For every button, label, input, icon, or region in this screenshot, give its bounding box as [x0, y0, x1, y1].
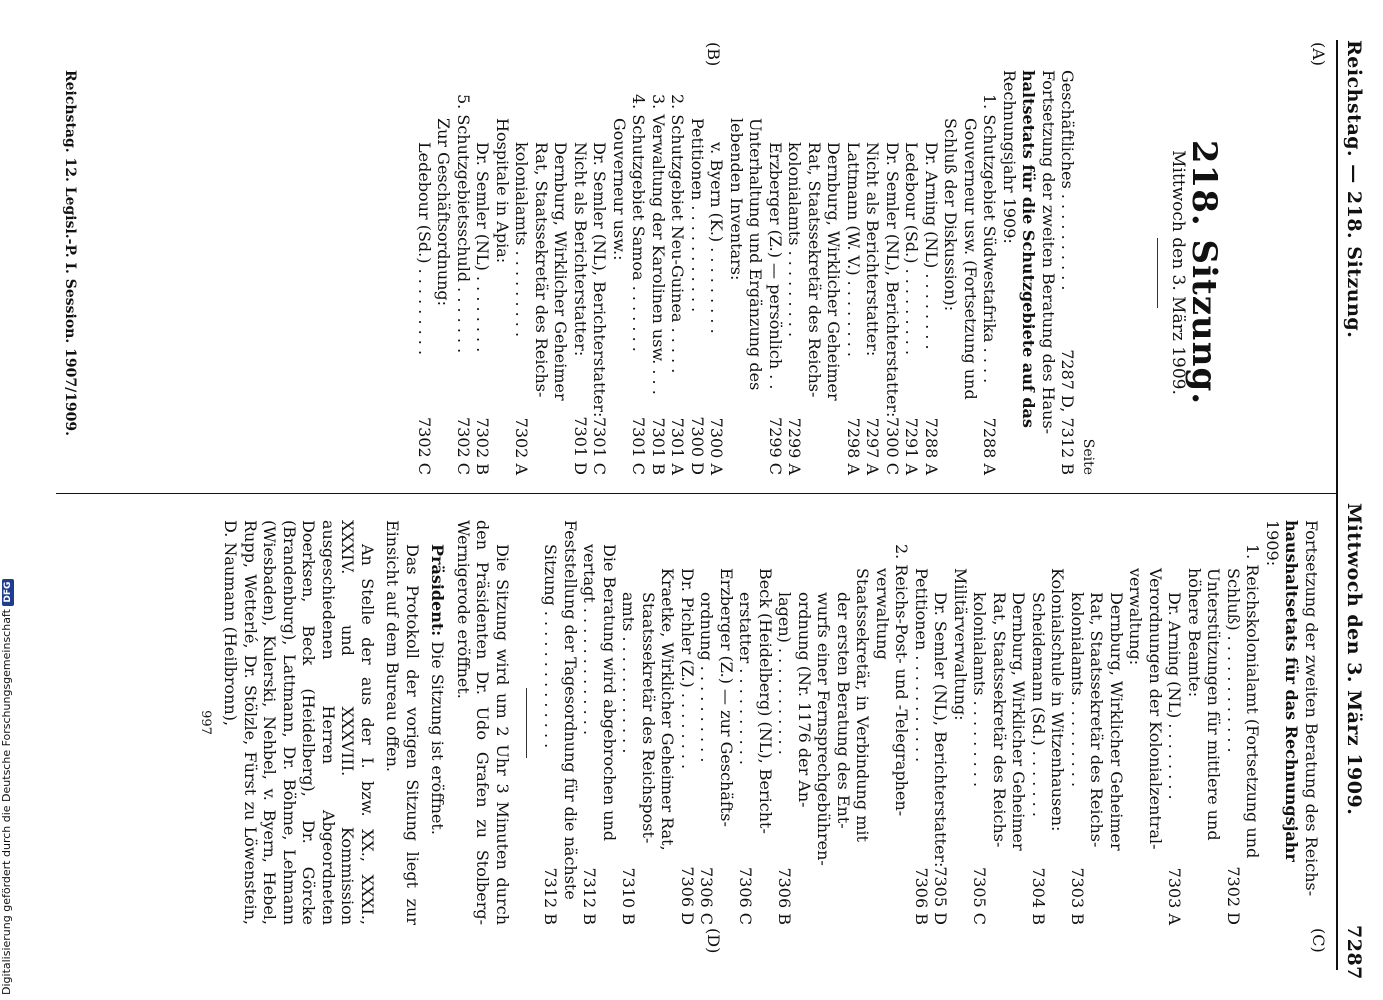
toc-entry-text: Petitionen . . . . . . . . . . .	[912, 568, 931, 763]
seite-label: Seite	[1080, 438, 1096, 475]
side-note-strip	[0, 0, 14, 1000]
toc-entry	[727, 70, 747, 475]
toc-entry	[1224, 520, 1244, 925]
toc-entry	[619, 520, 639, 925]
toc-entry-text: erstatter . . . . . . . . . .	[736, 592, 756, 765]
toc-entry-text: Fortsetzung der zweiten Beratung des Haus-	[1039, 70, 1058, 435]
toc-entry-text: 2. Schutzgebiet Neu-Guinea . . . . .	[668, 94, 688, 374]
margin-marker-d: (D)	[704, 928, 723, 954]
toc-entry	[931, 520, 951, 925]
toc-entry-text: Kraetke, Wirklicher Geheimer Rat,	[658, 568, 678, 851]
toc-entry	[1204, 520, 1224, 925]
toc-entry-text: Rat, Staatssekretär des Reichs-	[990, 592, 1009, 848]
toc-entry	[805, 70, 825, 475]
toc-entry	[814, 520, 834, 925]
toc-entry-text: Kolonialschule in Witzenhausen:	[1048, 568, 1068, 832]
toc-entry	[853, 520, 873, 925]
president-speech: Die Sitzung ist eröffnet.	[428, 641, 448, 835]
toc-entry-text: Militärverwaltung:	[951, 568, 970, 721]
toc-entry-page: 7304 B	[1029, 867, 1048, 925]
toc-entry-text: wurfs einer Fernsprechgebühren-	[814, 592, 834, 866]
toc-entry	[629, 70, 649, 475]
side-note: Digitalisierung gefördert durch die Deutsche Forschungsgemeinschaft	[0, 609, 13, 995]
column-divider	[56, 493, 1336, 494]
replacement-paragraph: An Stelle der aus der I. bzw. XX., XXXI., XXXIV. und XXXVIII. Kommission ausgeschiedenen Herren Abgeordneten Doerksen, Beck (Heidelberg), Dr. Görcke (Brandenburg), Lattmann, Dr. Böhme, Lehmann (Wiesbaden), Kulerski, Nehbel, v. Byern, Hebel, Rupp, Wetterlé, Dr. Stölzle, Fürst zu Löwenstein, D. Naumann (Heilbronn),	[221, 520, 377, 925]
toc-entry-text: Dernburg, Wirklicher Geheimer	[1009, 592, 1029, 851]
toc-entry	[1126, 520, 1146, 925]
toc-entry	[980, 70, 1000, 475]
toc-entry-page: 7306 C	[697, 866, 717, 925]
toc-entry	[756, 520, 776, 925]
toc-entry	[1058, 70, 1078, 475]
toc-entry	[883, 70, 903, 475]
margin-marker-c: (C)	[1309, 928, 1328, 953]
toc-entry-page: 7301 C	[629, 416, 649, 475]
toc-entry-text: Staatssekretär des Reichspost-	[639, 592, 658, 844]
toc-entry	[1068, 520, 1088, 925]
toc-entry	[658, 520, 678, 925]
toc-entry-text: kolonialamts . . . . . . . . .	[970, 592, 990, 788]
toc-entry-text: der ersten Beratung des Ent-	[834, 592, 853, 829]
toc-entry-text: Fortsetzung der zweiten Beratung des Reichs-	[1302, 520, 1321, 897]
president-paragraph	[428, 520, 448, 925]
toc-entry-page: 7306 B	[775, 867, 795, 925]
toc-entry	[766, 70, 786, 475]
toc-entry-page: 7300 D	[688, 416, 707, 475]
toc-entry	[1087, 520, 1107, 925]
toc-entry	[1107, 520, 1127, 925]
toc-entry-text: Petitionen . . . . . . . . . . .	[688, 118, 707, 313]
toc-entry	[688, 70, 708, 475]
toc-entry-text: haltsetats für die Schutzgebiete auf das	[1019, 70, 1039, 428]
toc-entry-text: Nicht als Berichterstatter:	[863, 142, 883, 357]
toc-entry-text: 1. Schutzgebiet Südwestafrika . . . .	[980, 94, 1000, 384]
toc-entry	[775, 520, 795, 925]
toc-entry-page: 7301 D	[571, 416, 590, 475]
toc-entry	[571, 70, 591, 475]
toc-entry-text: kolonialamts . . . . . . . . .	[1068, 592, 1087, 788]
toc-entry	[1243, 520, 1263, 925]
toc-entry-text: Nicht als Berichterstatter:	[571, 142, 590, 357]
toc-entry	[1282, 520, 1302, 925]
toc-entry-text: Dernburg, Wirklicher Geheimer	[824, 142, 844, 401]
toc-entry-text: Geschäftliches . . . . . . . . . .	[1058, 70, 1078, 291]
toc-entry-text: Dr. Semler (NL), Berichterstatter:	[931, 592, 951, 868]
toc-entry	[844, 70, 864, 475]
toc-entry-text: Zur Geschäftsordnung:	[434, 118, 454, 307]
header-rule	[1336, 40, 1338, 970]
toc-entry	[473, 70, 493, 475]
toc-entry-text: Dernburg, Wirklicher Geheimer	[551, 142, 571, 401]
right-column	[196, 520, 1322, 925]
title-rule	[1157, 238, 1158, 308]
toc-entry	[912, 520, 932, 925]
toc-entry-page: 7306 D	[678, 866, 697, 925]
toc-entry	[785, 70, 805, 475]
toc-entry-text: lagen) . . . . . . . . . . .	[775, 592, 795, 755]
toc-entry	[454, 70, 474, 475]
toc-entry	[736, 520, 756, 925]
session-date: Mittwoch den 3. März 1909.	[1168, 150, 1189, 395]
toc-entry-page: 7312 B	[580, 867, 600, 925]
toc-entry-text: ordnung (Nr. 1176 der An-	[795, 592, 814, 808]
toc-entry-page: 7297 A	[863, 417, 883, 475]
toc-entry-page: 7312 B	[541, 867, 561, 925]
toc-entry	[649, 70, 669, 475]
right-table-of-contents	[541, 520, 1321, 925]
toc-entry-text: haushaltsetats für das Rechnungsjahr	[1282, 520, 1302, 862]
toc-entry-text: Rat, Staatssekretär des Reichs-	[805, 142, 824, 398]
toc-entry-text: Rat, Staatssekretär des Reichs-	[532, 142, 551, 398]
toc-entry-page: 7301 C	[590, 416, 610, 475]
toc-entry-text: Gouverneur usw.:	[610, 118, 629, 261]
toc-entry-text: Sitzung . . . . . . . . . . . . . .	[541, 544, 561, 749]
toc-entry-text: Dr. Arning (NL) . . . . . . . .	[1165, 592, 1185, 800]
toc-entry-page: 7303 A	[1165, 867, 1185, 925]
toc-entry-text: vertagt . . . . . . . . . . . . .	[580, 544, 600, 736]
toc-entry	[1039, 70, 1059, 475]
toc-entry-text: Dr. Semler (NL), Berichterstatter:	[590, 142, 610, 418]
president-label: Präsident:	[428, 544, 448, 637]
toc-entry-text: Verordnungen der Kolonialzentral-	[1146, 568, 1165, 850]
toc-entry-page: 7305 D	[931, 866, 951, 925]
toc-entry	[541, 520, 561, 925]
toc-entry-text: Staatssekretär, in Verbindung mit	[853, 568, 873, 842]
toc-entry	[961, 70, 981, 475]
toc-entry-text: Hospitale in Apia:	[493, 118, 512, 264]
side-note-text	[0, 579, 13, 995]
toc-entry-page: 7302 D	[1224, 866, 1243, 925]
toc-entry-page: 7302 A	[512, 417, 532, 475]
margin-marker-a: (A)	[1309, 42, 1328, 67]
toc-entry-text: 1. Reichskolonialamt (Fortsetzung und	[1243, 544, 1263, 859]
toc-entry	[824, 70, 844, 475]
toc-entry-text: Rat, Staatssekretär des Reichs-	[1087, 592, 1107, 848]
toc-entry-page: 7302 C	[454, 416, 473, 475]
toc-entry-text: Dr. Pichler (Z.) . . . . . . . .	[678, 568, 697, 770]
toc-entry	[970, 520, 990, 925]
toc-entry-text: verwaltung:	[1126, 568, 1146, 666]
toc-entry-page: 7300 C	[883, 416, 902, 475]
toc-entry	[892, 520, 912, 925]
toc-entry-text: Schluß) . . . . . . . . . . . .	[1224, 568, 1243, 753]
toc-entry-page: 7310 B	[619, 867, 639, 925]
toc-entry-text: Scheidemann (Sd.) . . . . . . .	[1029, 592, 1048, 817]
toc-entry	[532, 70, 552, 475]
toc-entry-text: Rechnungsjahr 1909:	[1000, 70, 1019, 244]
toc-entry	[1019, 70, 1039, 475]
toc-entry-text: Unterstützungen für mittlere und	[1204, 568, 1224, 841]
toc-entry-page: 7301 A	[668, 417, 688, 475]
page-number: 7287	[1343, 925, 1365, 980]
toc-entry	[1302, 520, 1322, 925]
toc-entry	[1009, 520, 1029, 925]
running-header-left: Reichstag. — 218. Sitzung.	[1343, 40, 1365, 339]
section-rule	[526, 688, 527, 758]
toc-entry	[707, 70, 727, 475]
toc-entry	[1263, 520, 1283, 925]
toc-entry	[668, 70, 688, 475]
toc-entry-page: 7305 C	[970, 866, 990, 925]
toc-entry-text: Lattmann (W. V.) . . . . . . . .	[844, 142, 863, 357]
toc-entry	[863, 70, 883, 475]
dfg-logo: DFG	[2, 579, 14, 606]
toc-entry	[746, 70, 766, 475]
toc-entry-text: 3. Verwaltung der Karolinen usw. . . .	[649, 94, 668, 395]
toc-entry-text: Beck (Heidelberg) (NL), Bericht-	[756, 568, 775, 834]
toc-entry-text: 2. Reichs-Post- und -Telegraphen-	[892, 544, 912, 817]
toc-entry	[551, 70, 571, 475]
toc-entry	[1029, 520, 1049, 925]
toc-entry	[493, 70, 513, 475]
toc-entry-page: 7299 A	[785, 417, 805, 475]
toc-entry-text: Feststellung der Tagesordnung für die nächste	[561, 520, 580, 900]
toc-entry	[1165, 520, 1185, 925]
toc-entry-text: Dernburg, Wirklicher Geheimer	[1107, 592, 1126, 851]
toc-entry	[873, 520, 893, 925]
toc-entry-page: 7306 C	[736, 866, 756, 925]
toc-entry	[1146, 520, 1166, 925]
toc-entry-text: Erzberger (Z.) — zur Geschäfts-	[717, 568, 736, 827]
toc-entry-text: Schluß der Diskussion):	[941, 118, 961, 312]
toc-entry	[834, 520, 854, 925]
left-column	[415, 70, 1224, 475]
toc-entry	[795, 520, 815, 925]
toc-entry	[1185, 520, 1205, 925]
toc-entry-text: Gouverneur usw. (Fortsetzung und	[961, 118, 980, 400]
toc-entry-text: lebenden Inventars:	[727, 118, 746, 281]
toc-entry-page: 7288 A	[980, 417, 1000, 475]
toc-entry-page: 7287 D, 7312 B	[1058, 349, 1078, 475]
page-foot-number: 997	[198, 710, 213, 735]
toc-entry-text: kolonialamts . . . . . . . . .	[512, 142, 532, 338]
toc-entry-text: Dr. Arning (NL) . . . . . . . .	[922, 142, 941, 350]
running-header-right: Mittwoch den 3. März 1909.	[1343, 503, 1365, 816]
toc-entry-page: 7303 B	[1068, 867, 1087, 925]
toc-entry-text: v. Byern (K.) . . . . . . . . .	[707, 142, 727, 334]
toc-entry	[990, 520, 1010, 925]
toc-entry	[512, 70, 532, 475]
toc-entry-text: Dr. Semler (NL), Berichterstatter:	[883, 142, 902, 418]
toc-entry-text: ordnung . . . . . . . . . .	[697, 592, 717, 763]
toc-entry	[561, 520, 581, 925]
toc-entry	[600, 520, 620, 925]
toc-entry-text: Unterhaltung und Ergänzung des	[746, 118, 766, 391]
margin-marker-b: (B)	[704, 42, 723, 67]
toc-entry-page: 7299 C	[766, 416, 785, 475]
toc-entry-text: Erzberger (Z.) — persönlich . .	[766, 142, 785, 390]
toc-entry	[580, 520, 600, 925]
toc-entry-text: 1909:	[1263, 520, 1282, 567]
toc-entry-page: 7291 A	[902, 417, 922, 475]
toc-entry-text: Dr. Semler (NL) . . . . . . . .	[473, 142, 493, 353]
toc-entry-page: 7298 A	[844, 417, 863, 475]
session-title: 218. Sitzung.	[1184, 139, 1224, 406]
toc-entry-page: 7306 B	[912, 867, 931, 925]
toc-entry	[951, 520, 971, 925]
toc-entry-page: 7301 B	[649, 417, 668, 475]
left-table-of-contents	[415, 70, 1078, 475]
protocol-paragraph: Das Protokoll der vorigen Sitzung liegt zur Einsicht auf dem Bureau offen.	[383, 520, 422, 925]
toc-entry	[717, 520, 737, 925]
toc-entry-page: 7302 B	[473, 417, 493, 475]
toc-entry-text: verwaltung	[873, 568, 892, 660]
toc-entry-page: 7302 C	[415, 416, 434, 475]
toc-entry	[697, 520, 717, 925]
toc-entry	[902, 70, 922, 475]
toc-entry-text: Die Beratung wird abgebrochen und	[600, 544, 619, 842]
toc-entry-text: kolonialamts . . . . . . . . .	[785, 142, 805, 338]
toc-entry-page: 7300 A	[707, 417, 727, 475]
toc-entry-text: 4. Schutzgebiet Samoa . . . . . . .	[629, 94, 649, 352]
toc-entry-text: Ledebour (Sd.) . . . . . . . . .	[902, 142, 922, 356]
toc-entry-text: höhere Beamte:	[1185, 568, 1204, 698]
toc-entry-text: Ledebour (Sd.) . . . . . . . . .	[415, 142, 434, 356]
opening-paragraph: Die Sitzung wird um 2 Uhr 3 Minuten durch den Präsidenten Dr. Udo Grafen zu Stolberg-Wernigerode eröffnet.	[454, 520, 512, 925]
toc-entry-text: amts . . . . . . . . . . . .	[619, 592, 639, 754]
toc-entry	[1048, 520, 1068, 925]
toc-entry	[922, 70, 942, 475]
toc-entry	[639, 520, 659, 925]
toc-entry	[941, 70, 961, 475]
toc-entry	[1000, 70, 1020, 475]
toc-entry	[415, 70, 435, 475]
toc-entry	[610, 70, 630, 475]
toc-entry	[590, 70, 610, 475]
toc-entry-page: 7288 A	[922, 417, 941, 475]
toc-entry	[434, 70, 454, 475]
toc-entry	[678, 520, 698, 925]
toc-entry-text: 5. Schutzgebietsschuld . . . . . . .	[454, 94, 473, 354]
left-footer: Reichstag. 12. Legisl.-P. I. Session. 1907/1909.	[62, 70, 78, 437]
